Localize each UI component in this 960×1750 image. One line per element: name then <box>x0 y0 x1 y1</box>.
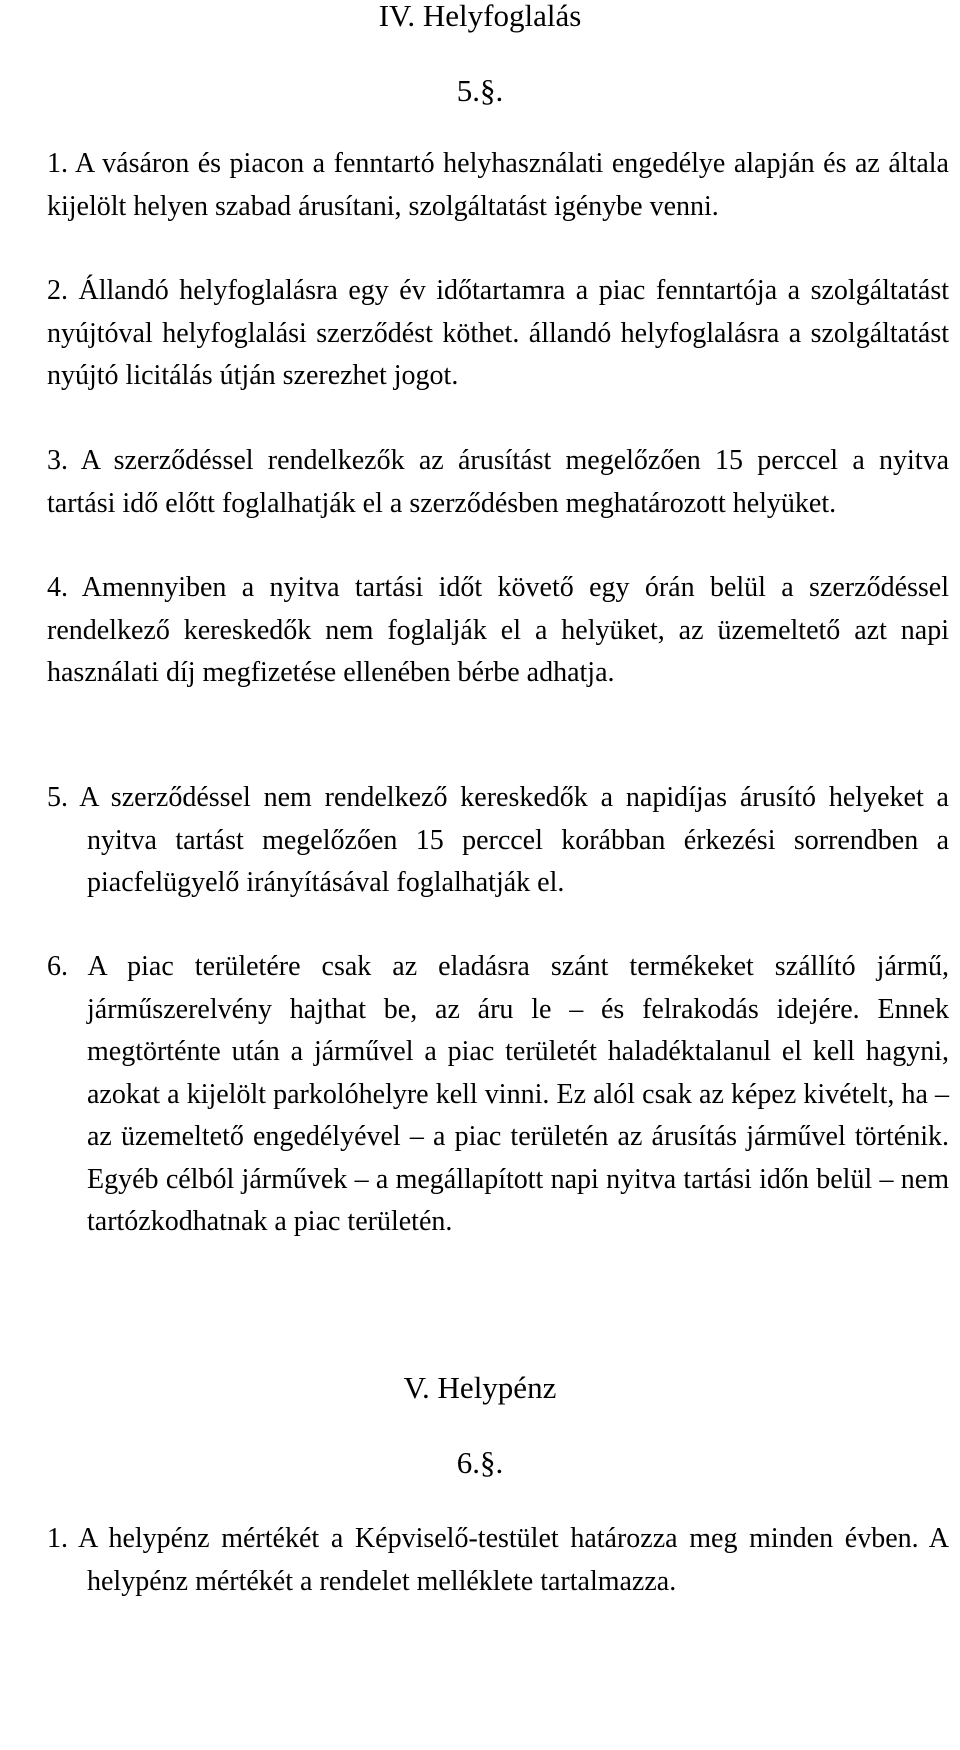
item-iv-4: 4. Amennyiben a nyitva tartási időt követő egy órán belül a szerződéssel rendelkező kereskedők nem foglalják el a helyüket, az üzemeltető azt napi használati díj megfizetése ellenében bérbe adhatja. <box>47 572 949 688</box>
item-iv-3: 3. A szerződéssel rendelkezők az árusítást megelőzően 15 perccel a nyitva tartási idő előtt foglalhatják el a szerződésben meghatározott helyüket. <box>47 445 949 519</box>
paragraph-mark-6: 6.§. <box>456 1445 504 1480</box>
item-iv-6: 6. A piac területére csak az eladásra szánt termékeket szállító jármű, járműszerelvény hajthat be, az áru le – és felrakodás idejére. Ennek megtörténte után a járművel a piac területét haladéktalanul el kell hagyni, azokat a kijelölt parkolóhelyre kell vinni. Ez alól csak az képez kivételt, ha – az üzemeltető engedélyével – a piac területén az árusítás járművel történik. Egyéb célból járművek – a megállapított napi nyitva tartási időn belül – nem tartózkodhatnak a piac területén. <box>47 951 949 1237</box>
section-heading-iv: IV. Helyfoglalás <box>378 0 582 33</box>
item-v-1: 1. A helypénz mértékét a Képviselő-testület határozza meg minden évben. A helypénz mértékét a rendelet melléklete tartalmazza. <box>47 1523 949 1597</box>
paragraph-mark-5: 5.§. <box>456 73 504 108</box>
item-iv-5: 5. A szerződéssel nem rendelkező kereskedők a napidíjas árusító helyeket a nyitva tartást megelőzően 15 perccel korábban érkezési sorrendben a piacfelügyelő irányításával foglalhatják el. <box>47 782 949 898</box>
item-iv-1: 1. A vásáron és piacon a fenntartó helyhasználati engedélye alapján és az általa kijelölt helyen szabad árusítani, szolgáltatást igénybe venni. <box>47 148 949 222</box>
item-iv-2: 2. Állandó helyfoglalásra egy év időtartamra a piac fenntartója a szolgáltatást nyújtóval helyfoglalási szerződést köthet. állandó helyfoglalásra a szolgáltatást nyújtó licitálás útján szerezhet jogot. <box>47 275 949 391</box>
section-heading-v: V. Helypénz <box>403 1370 557 1405</box>
